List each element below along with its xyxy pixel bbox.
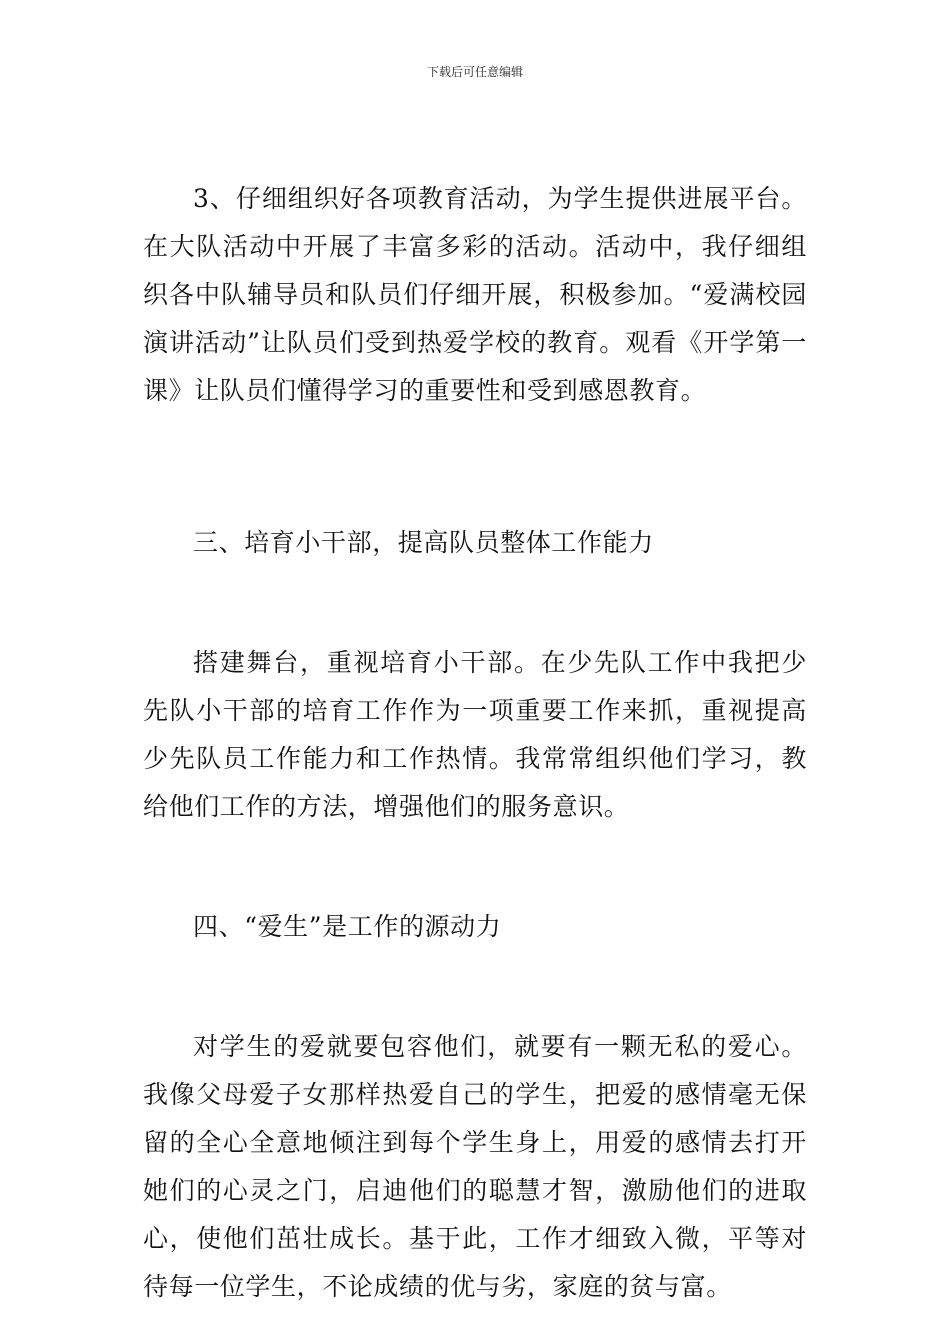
paragraph-spacer xyxy=(143,567,807,639)
paragraph-spacer xyxy=(143,415,807,519)
document-body xyxy=(143,175,807,1311)
page-header-note: 下载后可任意编辑 xyxy=(426,65,523,79)
paragraph-activities: 3、仔细组织好各项教育活动，为学生提供进展平台。在大队活动中开展了丰富多彩的活动。活动中，我仔细组织各中队辅导员和队员们仔细开展，积极参加。“爱满校园演讲活动”让队员们受到热爱学校的教育。观看《开学第一课》让队员们懂得学习的重要性和受到感恩教育。 xyxy=(143,184,807,405)
section-heading-cadres: 三、培育小干部，提高队员整体工作能力 xyxy=(193,528,654,557)
paragraph-love-students: 对学生的爱就要包容他们，就要有一颗无私的爱心。我像父母爱子女那样热爱自己的学生，把爱的感情毫无保留的全心全意地倾注到每个学生身上，用爱的感情去打开她们的心灵之门，启迪他们的聪慧才智，激励他们的进取心，使他们茁壮成长。基于此，工作才细致入微，平等对待每一位学生，不论成绩的优与劣，家庭的贫与富。 xyxy=(143,1032,807,1301)
section-heading-love-students: 四、“爱生”是工作的源动力 xyxy=(193,912,502,941)
paragraph-spacer xyxy=(143,951,807,1023)
paragraph-spacer xyxy=(143,831,807,903)
paragraph-cadre-training: 搭建舞台，重视培育小干部。在少先队工作中我把少先队小干部的培育工作作为一项重要工作来抓，重视提高少先队员工作能力和工作热情。我常常组织他们学习，教给他们工作的方法，增强他们的服务意识。 xyxy=(143,648,807,821)
